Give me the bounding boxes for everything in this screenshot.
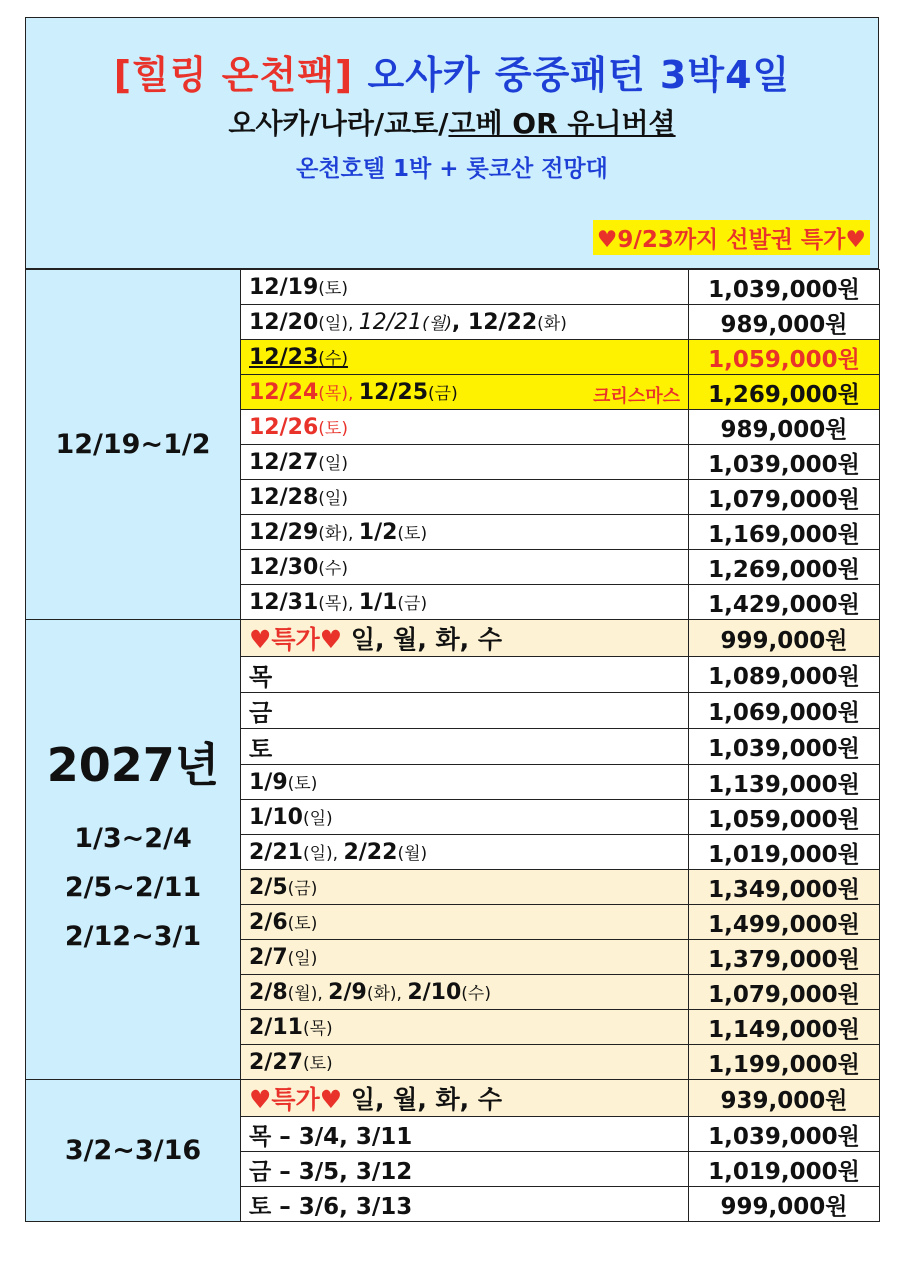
price-table [25, 269, 880, 1222]
date: 12/22 [467, 310, 538, 335]
date-cell [241, 1045, 689, 1080]
date-cell [241, 1080, 689, 1117]
price-cell: 1,169,000원 [689, 515, 880, 550]
weekday: (일), [318, 314, 359, 334]
date: 1/9 [249, 770, 288, 795]
table-row [26, 1080, 880, 1117]
date: 12/19 [249, 275, 319, 300]
page-title [26, 44, 878, 99]
price-cell: 999,000원 [689, 620, 880, 657]
date-cell [241, 410, 689, 445]
date-cell [241, 445, 689, 480]
price-cell: 1,349,000원 [689, 870, 880, 905]
date: 12/26 [249, 415, 319, 440]
date: 12/25 [358, 380, 429, 405]
weekday: (일) [318, 489, 348, 509]
promo-badge: ♥9/23까지 선발권 특가♥ [593, 220, 870, 255]
weekday: (일) [287, 949, 318, 969]
date: 1/2 [358, 520, 398, 545]
date-cell [241, 480, 689, 515]
price-cell: 1,069,000원 [689, 693, 880, 729]
weekday: (월), [287, 984, 329, 1004]
weekday: (토) [287, 914, 318, 934]
weekday: (토) [397, 524, 428, 544]
date: 2/9 [328, 980, 367, 1005]
weekday: (토) [318, 279, 348, 299]
weekday: (월) [397, 844, 428, 864]
period-cell [26, 620, 241, 1080]
special-label: ♥특가♥ [249, 1085, 343, 1114]
price-cell: 939,000원 [689, 1080, 880, 1117]
price-cell: 1,149,000원 [689, 1010, 880, 1045]
price-cell: 1,019,000원 [689, 835, 880, 870]
weekday: (금) [428, 384, 458, 404]
date-cell: 목 – 3/4, 3/11 [241, 1117, 689, 1152]
date: 2/6 [249, 910, 288, 935]
date-underlined [249, 345, 348, 370]
price-cell: 1,039,000원 [689, 270, 880, 305]
date-cell: 토 [241, 729, 689, 765]
date: 1/10 [249, 805, 303, 830]
weekday: (수) [318, 559, 348, 579]
date-cell: 금 – 3/5, 3/12 [241, 1152, 689, 1187]
price-cell: 1,059,000원 [689, 800, 880, 835]
weekday: (일) [318, 454, 348, 474]
date-cell [241, 305, 689, 340]
date: 12/28 [249, 485, 319, 510]
price-cell: 1,199,000원 [689, 1045, 880, 1080]
period-label: 2/5~2/11 [64, 872, 202, 903]
weekday: (토) [318, 419, 348, 439]
price-cell: 1,499,000원 [689, 905, 880, 940]
weekday: (수) [461, 984, 491, 1004]
price-cell: 1,019,000원 [689, 1152, 880, 1187]
weekday: (금) [397, 594, 428, 614]
price-sheet [25, 17, 879, 1222]
date: 2/22 [343, 840, 398, 865]
date: 2/5 [249, 875, 288, 900]
date: 2/8 [249, 980, 288, 1005]
weekday: (화), [318, 524, 359, 544]
price-cell: 1,059,000원 [689, 340, 880, 375]
date-cell: 토 – 3/6, 3/13 [241, 1187, 689, 1222]
weekday: (일), [302, 844, 344, 864]
weekday: (토) [302, 1054, 333, 1074]
price-cell: 1,269,000원 [689, 550, 880, 585]
special-days: 일, 월, 화, 수 [342, 1085, 503, 1114]
date: 2/7 [249, 945, 288, 970]
date: 2/21 [249, 840, 303, 865]
special-days: 일, 월, 화, 수 [342, 625, 503, 654]
date-cell [241, 515, 689, 550]
date-cell [241, 620, 689, 657]
price-cell: 1,379,000원 [689, 940, 880, 975]
price-cell: 989,000원 [689, 305, 880, 340]
special-label: ♥특가♥ [249, 625, 343, 654]
year-label: 2027년 [46, 738, 220, 792]
date: 12/23 [249, 345, 319, 370]
weekday: (일) [302, 809, 333, 829]
price-cell: 1,429,000원 [689, 585, 880, 620]
title-tag: [힐링 온천팩] [113, 53, 354, 97]
weekday: (토) [287, 774, 318, 794]
period-label: 1/3~2/4 [74, 823, 192, 854]
date-cell [241, 340, 689, 375]
period-cell: 12/19~1/2 [26, 270, 241, 620]
date: 12/20 [249, 310, 319, 335]
date: 12/27 [249, 450, 319, 475]
weekday: (화) [537, 314, 567, 334]
date-cell [241, 1010, 689, 1045]
route-option: 고베 OR 유니버셜 [448, 107, 676, 140]
price-cell: 1,079,000원 [689, 975, 880, 1010]
included-items: 온천호텔 1박 + 롯코산 전망대 [296, 156, 608, 182]
price-cell: 1,139,000원 [689, 765, 880, 800]
date-cell: 금 [241, 693, 689, 729]
date: 12/24 [249, 380, 319, 405]
title-main: 오사카 중중패턴 3박4일 [367, 53, 791, 97]
weekday: (금) [287, 879, 318, 899]
date-cell [241, 270, 689, 305]
price-cell: 989,000원 [689, 410, 880, 445]
date-cell [241, 905, 689, 940]
date-cell [241, 550, 689, 585]
date-cell [241, 800, 689, 835]
weekday: (목) [302, 1019, 333, 1039]
date-cell [241, 765, 689, 800]
date-cell [241, 835, 689, 870]
date: 12/21 [358, 310, 423, 335]
date-cell [241, 375, 689, 410]
route-cities: 오사카/나라/교토/ [228, 107, 449, 140]
weekday: (목), [318, 594, 359, 614]
weekday: (월) [422, 314, 452, 334]
date: 2/10 [407, 980, 462, 1005]
route-subtitle [26, 102, 878, 142]
weekday: (수) [318, 349, 348, 369]
date-cell [241, 870, 689, 905]
price-cell: 1,039,000원 [689, 1117, 880, 1152]
date-cell [241, 975, 689, 1010]
date: 12/30 [249, 555, 319, 580]
date: 1/1 [358, 590, 398, 615]
date: 2/27 [249, 1050, 303, 1075]
price-cell: 1,079,000원 [689, 480, 880, 515]
weekday: (화), [366, 984, 408, 1004]
price-cell: 1,039,000원 [689, 729, 880, 765]
price-cell: 999,000원 [689, 1187, 880, 1222]
price-cell: 1,269,000원 [689, 375, 880, 410]
separator: , [451, 310, 468, 335]
price-cell: 1,089,000원 [689, 657, 880, 693]
date: 12/31 [249, 590, 319, 615]
table-row [26, 270, 880, 305]
holiday-note: 크리스마스 [593, 386, 680, 407]
date-cell [241, 940, 689, 975]
date: 12/29 [249, 520, 319, 545]
date-cell: 목 [241, 657, 689, 693]
price-cell: 1,039,000원 [689, 445, 880, 480]
period-label: 2/12~3/1 [64, 921, 202, 952]
table-row [26, 620, 880, 657]
header-panel [25, 17, 879, 269]
date-cell [241, 585, 689, 620]
period-cell: 3/2~3/16 [26, 1080, 241, 1222]
date: 2/11 [249, 1015, 303, 1040]
weekday: (목), [318, 384, 359, 404]
